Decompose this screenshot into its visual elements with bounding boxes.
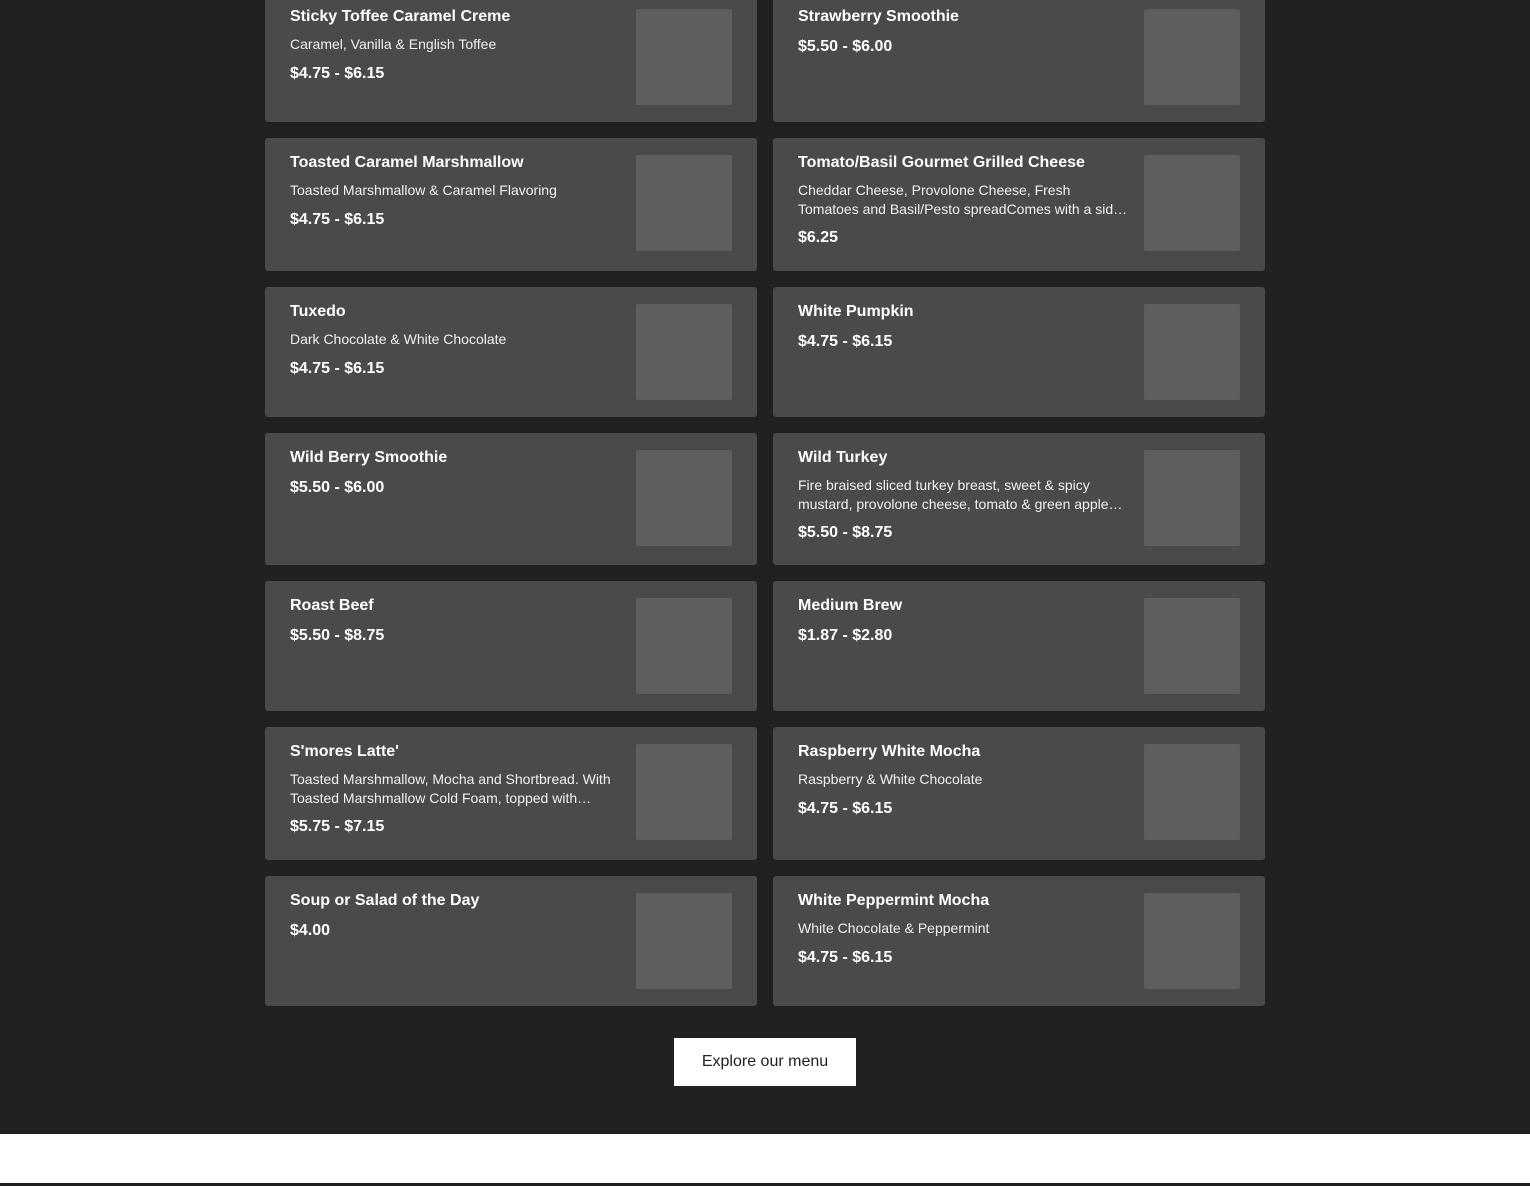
footer bbox=[0, 1134, 1530, 1186]
menu-item-card[interactable] bbox=[773, 727, 1265, 860]
menu-item-price: $5.50 - $8.75 bbox=[290, 627, 385, 644]
menu-item-card[interactable] bbox=[265, 0, 757, 122]
menu-item-image bbox=[1144, 744, 1240, 840]
menu-item-description: Cheddar Cheese, Provolone Cheese, Fresh Tomatoes and Basil/Pesto spreadComes with a side bbox=[798, 182, 1121, 217]
menu-item-price: $4.75 - $6.15 bbox=[290, 210, 385, 228]
menu-item-name: Medium Brew bbox=[798, 597, 903, 614]
menu-item-image bbox=[1144, 598, 1240, 694]
menu-item-text bbox=[798, 596, 1130, 646]
menu-item-name: Wild Turkey bbox=[798, 449, 888, 466]
menu-item-name: Raspberry White Mocha bbox=[798, 743, 981, 760]
menu-item-price: $6.25 bbox=[798, 229, 839, 246]
menu-item-name: Strawberry Smoothie bbox=[798, 8, 959, 25]
menu-item-price: $1.87 - $2.80 bbox=[798, 627, 893, 644]
menu-item-description: Caramel, Vanilla & English Toffee bbox=[290, 36, 497, 52]
menu-item-image bbox=[1144, 450, 1240, 546]
menu-item-image bbox=[1144, 304, 1240, 400]
menu-item-text bbox=[798, 742, 1130, 819]
menu-item-text bbox=[290, 153, 622, 230]
menu-item-card[interactable] bbox=[773, 287, 1265, 417]
menu-item-price: $4.75 - $6.15 bbox=[290, 64, 385, 82]
menu-item-card[interactable] bbox=[265, 727, 757, 860]
menu-item-text bbox=[798, 891, 1130, 968]
menu-item-image bbox=[636, 9, 732, 105]
explore-menu-button[interactable]: Explore our menu bbox=[674, 1038, 856, 1086]
menu-item-image bbox=[1144, 893, 1240, 989]
menu-item-text bbox=[290, 891, 622, 941]
menu-item-card[interactable] bbox=[773, 433, 1265, 565]
menu-item-text bbox=[798, 7, 1130, 57]
menu-item-card[interactable] bbox=[265, 287, 757, 417]
menu-item-name: Toasted Caramel Marshmallow bbox=[290, 154, 524, 171]
menu-item-name: Soup or Salad of the Day bbox=[290, 892, 480, 909]
menu-item-price: $5.75 - $7.15 bbox=[290, 818, 385, 835]
menu-item-name: Roast Beef bbox=[290, 597, 374, 614]
menu-item-name: White Peppermint Mocha bbox=[798, 892, 990, 909]
menu-item-text bbox=[290, 596, 622, 646]
menu-item-text bbox=[290, 448, 622, 498]
menu-item-price: $4.75 - $6.15 bbox=[798, 333, 893, 350]
menu-item-image bbox=[636, 598, 732, 694]
menu-item-price: $5.50 - $8.75 bbox=[798, 524, 893, 541]
menu-item-name: Sticky Toffee Caramel Creme bbox=[290, 8, 511, 25]
menu-item-description: Dark Chocolate & White Chocolate bbox=[290, 331, 507, 347]
menu-item-text bbox=[290, 302, 622, 379]
menu-item-image bbox=[1144, 155, 1240, 251]
menu-item-text bbox=[290, 742, 622, 837]
menu-item-price: $4.00 bbox=[290, 922, 331, 939]
menu-item-card[interactable] bbox=[773, 138, 1265, 271]
menu-item-description: Toasted Marshmallow, Mocha and Shortbread. With Toasted Marshmallow Cold Foam, topped with bbox=[290, 771, 611, 806]
menu-item-price: $5.50 - $6.00 bbox=[798, 38, 893, 55]
menu-item-card[interactable] bbox=[773, 0, 1265, 122]
menu-item-card[interactable] bbox=[265, 138, 757, 271]
menu-item-card[interactable] bbox=[265, 433, 757, 565]
menu-item-card[interactable] bbox=[265, 876, 757, 1006]
menu-item-card[interactable] bbox=[265, 581, 757, 711]
menu-item-description: Toasted Marshmallow & Caramel Flavoring bbox=[290, 182, 557, 198]
menu-item-price: $4.75 - $6.15 bbox=[798, 948, 893, 966]
menu-item-description: Raspberry & White Chocolate bbox=[798, 771, 983, 787]
menu-item-name: S'mores Latte' bbox=[290, 743, 399, 760]
menu-item-price: $4.75 - $6.15 bbox=[290, 359, 385, 377]
menu-item-image bbox=[1144, 9, 1240, 105]
menu-item-image bbox=[636, 893, 732, 989]
menu-item-name: Wild Berry Smoothie bbox=[290, 449, 448, 466]
menu-item-name: Tuxedo bbox=[290, 303, 346, 320]
menu-item-text bbox=[290, 7, 622, 84]
menu-item-name: Tomato/Basil Gourmet Grilled Cheese bbox=[798, 154, 1085, 171]
menu-item-card[interactable] bbox=[773, 876, 1265, 1006]
menu-item-image bbox=[636, 155, 732, 251]
menu-item-card[interactable] bbox=[773, 581, 1265, 711]
menu-item-name: White Pumpkin bbox=[798, 303, 914, 320]
menu-item-text bbox=[798, 153, 1130, 248]
menu-item-price: $5.50 - $6.00 bbox=[290, 479, 385, 496]
menu-item-image bbox=[636, 450, 732, 546]
menu-item-text bbox=[798, 448, 1130, 543]
menu-item-description: Fire braised sliced turkey breast, sweet & spicy mustard, provolone cheese, tomato & green apple bbox=[798, 477, 1109, 512]
menu-item-price: $4.75 - $6.15 bbox=[798, 799, 893, 817]
menu-item-description: White Chocolate & Peppermint bbox=[798, 920, 990, 936]
menu-item-text bbox=[798, 302, 1130, 352]
menu-item-image bbox=[636, 744, 732, 840]
menu-item-image bbox=[636, 304, 732, 400]
